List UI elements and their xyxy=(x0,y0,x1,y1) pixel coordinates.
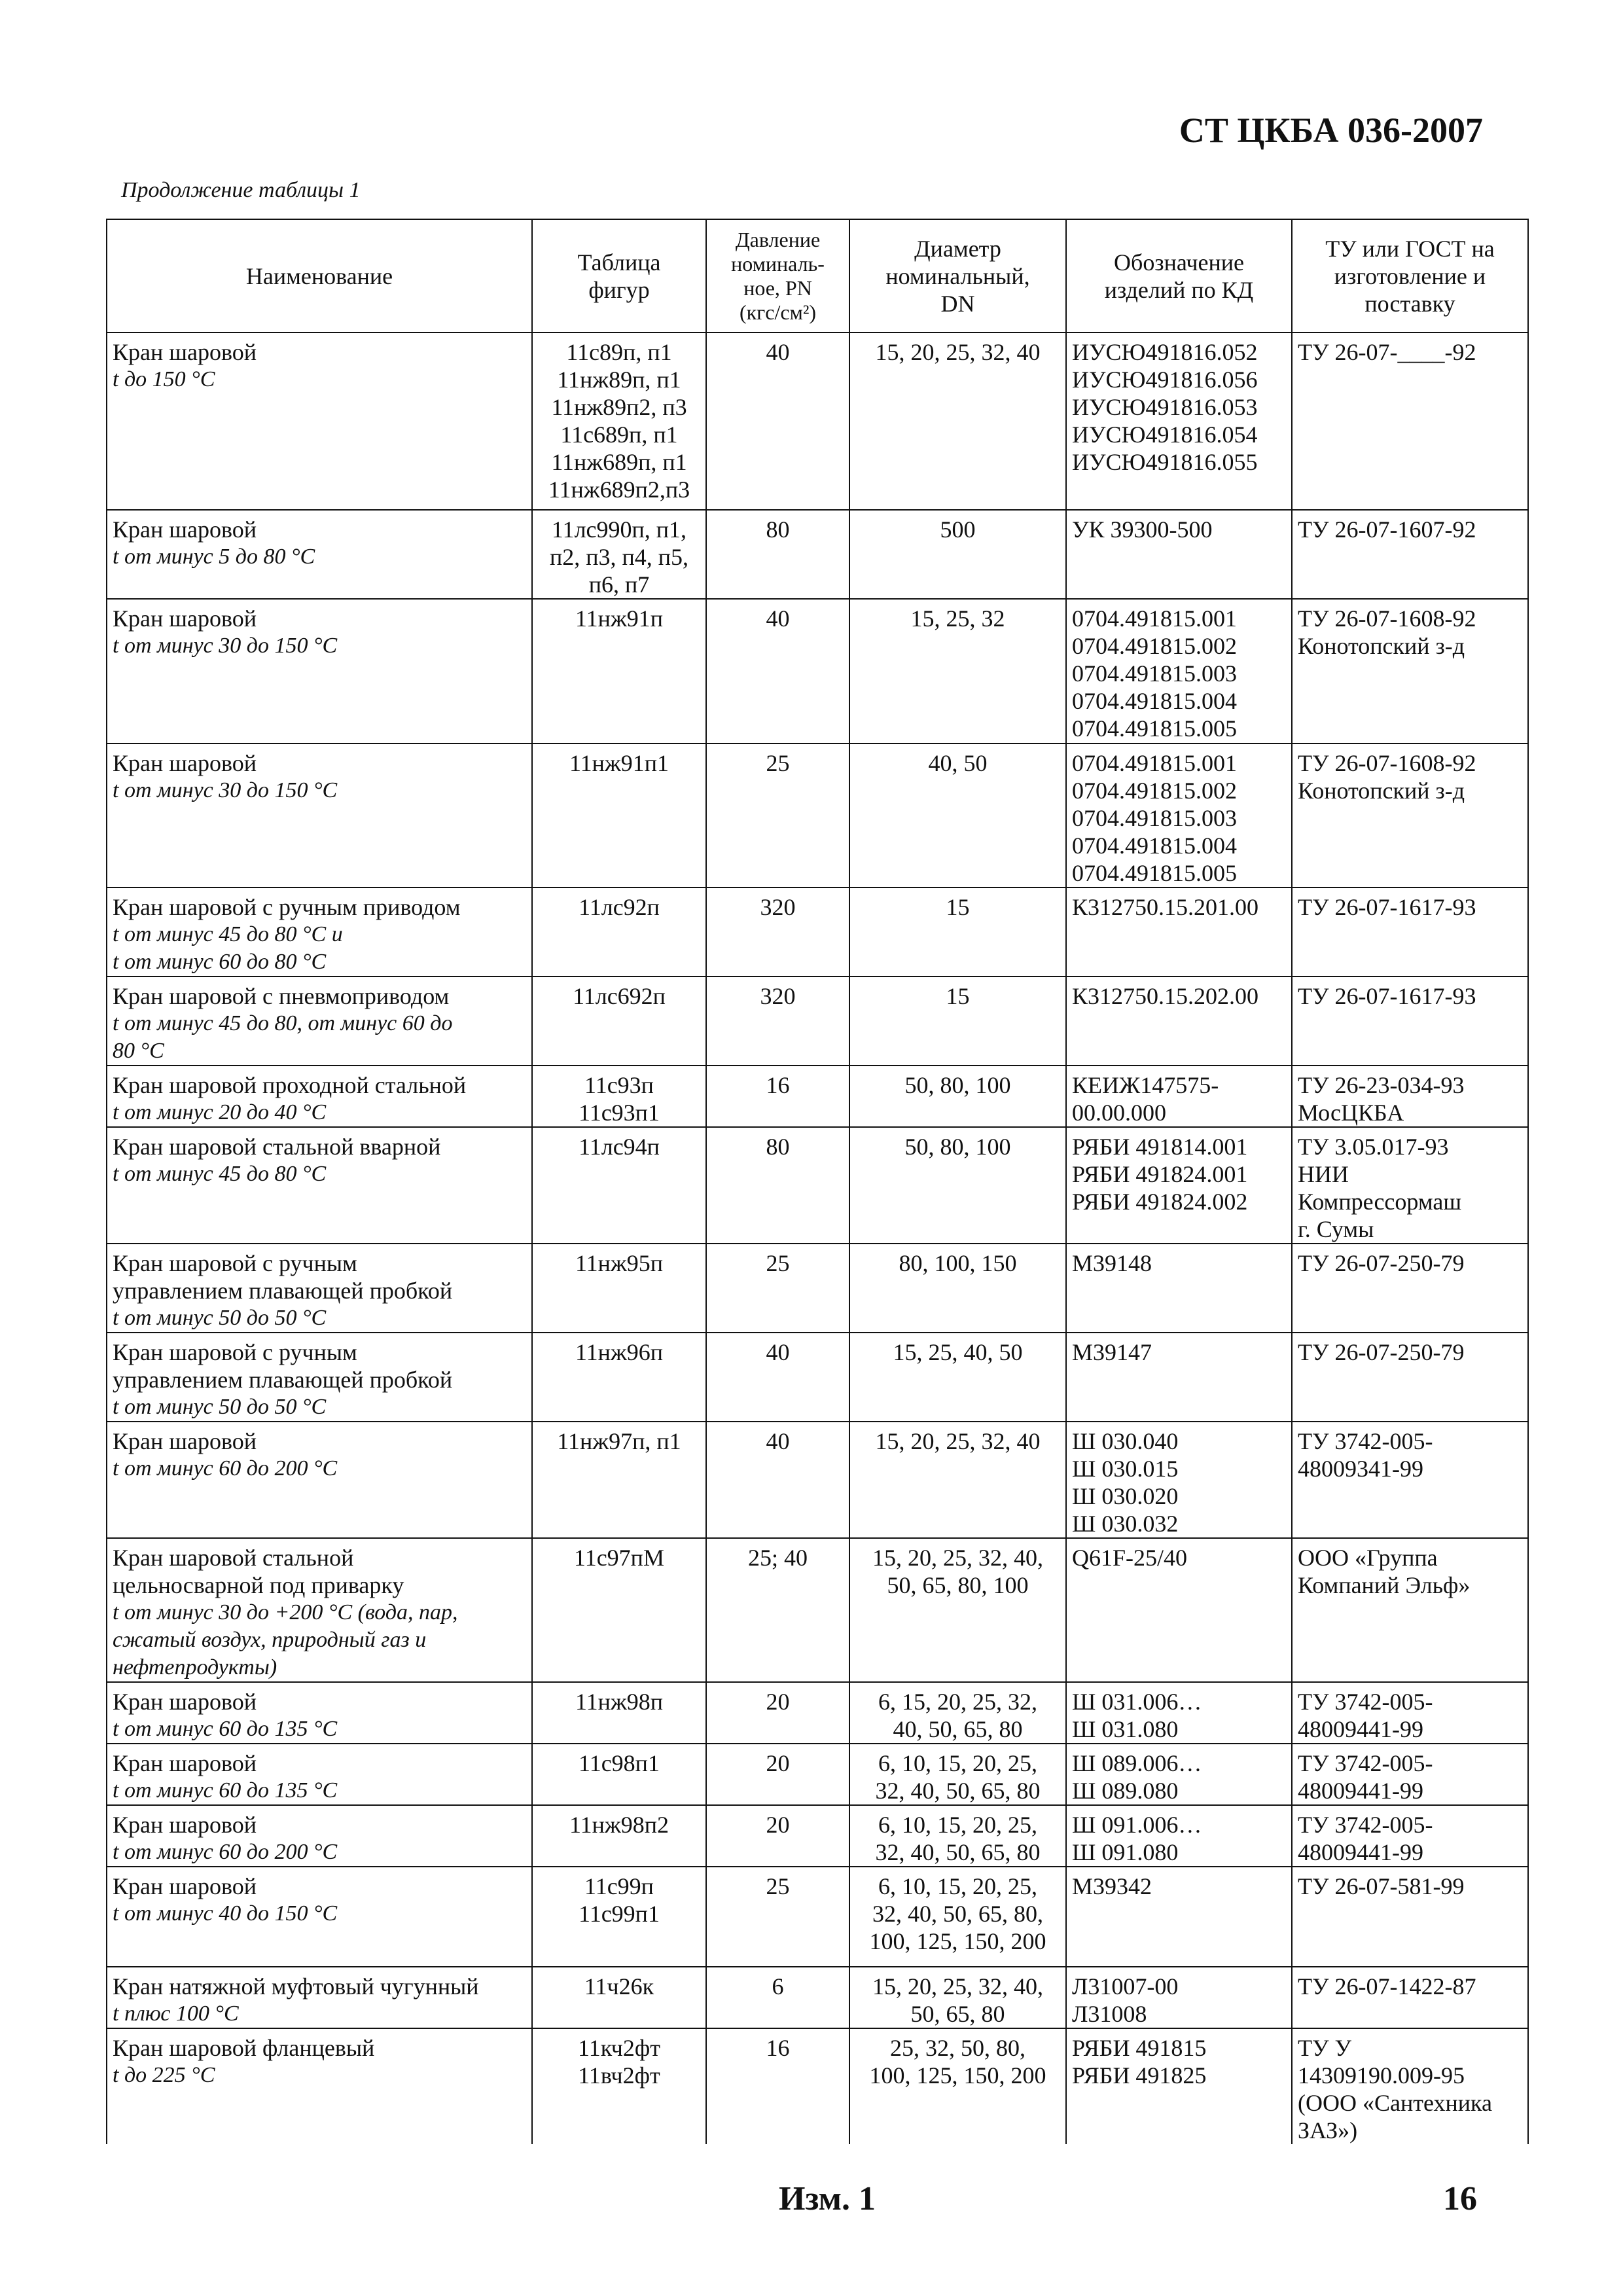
temperature-range: t от минус 30 до 150 °С xyxy=(113,778,338,802)
cell-name xyxy=(107,1805,532,1867)
cell-pressure: 6 xyxy=(706,1967,849,2028)
cell-standard: ТУ 3742-005- 48009441-99 xyxy=(1292,1744,1528,1805)
cell-diameter: 25, 32, 50, 80, 100, 125, 150, 200 xyxy=(849,2028,1066,2144)
cell-diameter: 15 xyxy=(849,977,1066,1066)
cell-figures: 11с89п, п1 11нж89п, п1 11нж89п2, п3 11с689п, п1 11нж689п, п1 11нж689п2,п3 xyxy=(532,332,706,510)
cell-pressure: 25 xyxy=(706,744,849,888)
cell-diameter: 40, 50 xyxy=(849,744,1066,888)
cell-standard: ТУ 26-07-1608-92 Конотопский з-д xyxy=(1292,599,1528,744)
cell-standard: ТУ 26-07-1617-93 xyxy=(1292,977,1528,1066)
cell-figures: 11нж98п2 xyxy=(532,1805,706,1867)
cell-designation: Ш 089.006… Ш 089.080 xyxy=(1066,1744,1292,1805)
table-row xyxy=(107,744,1528,888)
cell-figures: 11нж95п xyxy=(532,1244,706,1333)
cell-standard: ТУ 26-23-034-93 МосЦКБА xyxy=(1292,1066,1528,1127)
cell-designation: КЕИЖ147575- 00.00.000 xyxy=(1066,1066,1292,1127)
cell-designation: РЯБИ 491814.001 РЯБИ 491824.001 РЯБИ 491824.002 xyxy=(1066,1127,1292,1244)
cell-designation: Ш 030.040 Ш 030.015 Ш 030.020 Ш 030.032 xyxy=(1066,1422,1292,1538)
table-row xyxy=(107,599,1528,744)
cell-name xyxy=(107,1867,532,1967)
table-row xyxy=(107,332,1528,510)
cell-standard: ООО «Группа Компаний Эльф» xyxy=(1292,1538,1528,1682)
cell-pressure: 40 xyxy=(706,599,849,744)
temperature-range: t от минус 60 до 135 °С xyxy=(113,1717,338,1741)
cell-name xyxy=(107,2028,532,2144)
cell-figures: 11лс692п xyxy=(532,977,706,1066)
cell-diameter: 15, 25, 40, 50 xyxy=(849,1333,1066,1422)
cell-name xyxy=(107,1066,532,1127)
cell-name xyxy=(107,888,532,977)
table-header-row xyxy=(107,219,1528,332)
cell-pressure: 20 xyxy=(706,1744,849,1805)
valve-name: Кран шаровой xyxy=(113,750,257,776)
document-code: СТ ЦКБА 036-2007 xyxy=(1179,111,1483,150)
temperature-range: t от минус 45 до 80 °С и t от минус 60 до 80 °С xyxy=(113,922,343,974)
column-header-pressure: Давление номиналь- ное, PN (кгс/см²) xyxy=(706,219,849,332)
cell-pressure: 16 xyxy=(706,2028,849,2144)
valve-name: Кран шаровой xyxy=(113,605,257,632)
cell-figures: 11ч26к xyxy=(532,1967,706,2028)
cell-pressure: 80 xyxy=(706,510,849,599)
cell-designation: К312750.15.202.00 xyxy=(1066,977,1292,1066)
temperature-range: t от минус 30 до 150 °С xyxy=(113,634,338,658)
cell-diameter: 500 xyxy=(849,510,1066,599)
valve-name: Кран шаровой стальной вварной xyxy=(113,1134,441,1160)
column-header-designation: Обозначение изделий по КД xyxy=(1066,219,1292,332)
cell-name xyxy=(107,1538,532,1682)
cell-name xyxy=(107,1333,532,1422)
valve-name: Кран шаровой xyxy=(113,1428,257,1454)
valve-name: Кран шаровой xyxy=(113,1812,257,1838)
cell-figures: 11с97пМ xyxy=(532,1538,706,1682)
cell-pressure: 40 xyxy=(706,332,849,510)
table-row xyxy=(107,1127,1528,1244)
valve-name: Кран шаровой фланцевый xyxy=(113,2035,375,2061)
cell-standard: ТУ 26-07-1422-87 xyxy=(1292,1967,1528,2028)
temperature-range: t от минус 40 до 150 °С xyxy=(113,1901,338,1926)
valve-name: Кран шаровой xyxy=(113,1689,257,1715)
cell-diameter: 15, 20, 25, 32, 40 xyxy=(849,1422,1066,1538)
cell-name xyxy=(107,1744,532,1805)
cell-name xyxy=(107,1967,532,2028)
table-row xyxy=(107,1538,1528,1682)
cell-name xyxy=(107,744,532,888)
cell-figures: 11нж91п1 xyxy=(532,744,706,888)
cell-figures: 11с98п1 xyxy=(532,1744,706,1805)
temperature-range: t до 225 °С xyxy=(113,2063,215,2087)
table-row xyxy=(107,1867,1528,1967)
cell-name xyxy=(107,510,532,599)
valve-name: Кран шаровой xyxy=(113,339,257,365)
temperature-range: t от минус 60 до 135 °С xyxy=(113,1778,338,1803)
cell-diameter: 6, 10, 15, 20, 25, 32, 40, 50, 65, 80 xyxy=(849,1805,1066,1867)
cell-figures: 11с93п 11с93п1 xyxy=(532,1066,706,1127)
cell-diameter: 15, 20, 25, 32, 40 xyxy=(849,332,1066,510)
column-header-standard: ТУ или ГОСТ на изготовление и поставку xyxy=(1292,219,1528,332)
cell-figures: 11нж96п xyxy=(532,1333,706,1422)
valve-name: Кран шаровой с ручным приводом xyxy=(113,894,461,920)
valves-table xyxy=(106,219,1529,2144)
cell-pressure: 80 xyxy=(706,1127,849,1244)
cell-pressure: 40 xyxy=(706,1422,849,1538)
cell-standard: ТУ 3742-005- 48009441-99 xyxy=(1292,1682,1528,1744)
temperature-range: t от минус 50 до 50 °С xyxy=(113,1306,327,1330)
valve-name: Кран шаровой с ручным управлением плавающей пробкой xyxy=(113,1339,453,1393)
cell-standard: ТУ 3742-005- 48009441-99 xyxy=(1292,1805,1528,1867)
cell-standard: ТУ 26-07-1608-92 Конотопский з-д xyxy=(1292,744,1528,888)
table-body xyxy=(107,332,1528,2144)
cell-designation: Q61F-25/40 xyxy=(1066,1538,1292,1682)
cell-pressure: 20 xyxy=(706,1682,849,1744)
column-header-figures: Таблица фигур xyxy=(532,219,706,332)
cell-designation: К312750.15.201.00 xyxy=(1066,888,1292,977)
temperature-range: t от минус 45 до 80 °С xyxy=(113,1162,327,1186)
valve-name: Кран шаровой xyxy=(113,1873,257,1899)
cell-pressure: 20 xyxy=(706,1805,849,1867)
temperature-range: t до 150 °С xyxy=(113,367,215,391)
cell-diameter: 6, 15, 20, 25, 32, 40, 50, 65, 80 xyxy=(849,1682,1066,1744)
cell-pressure: 40 xyxy=(706,1333,849,1422)
cell-designation: ИУСЮ491816.052 ИУСЮ491816.056 ИУСЮ491816.053 ИУСЮ491816.054 ИУСЮ491816.055 xyxy=(1066,332,1292,510)
cell-pressure: 25 xyxy=(706,1867,849,1967)
cell-diameter: 50, 80, 100 xyxy=(849,1066,1066,1127)
cell-figures: 11нж91п xyxy=(532,599,706,744)
table-row xyxy=(107,977,1528,1066)
temperature-range: t от минус 60 до 200 °С xyxy=(113,1456,338,1480)
cell-name xyxy=(107,1422,532,1538)
cell-standard: ТУ 26-07-1607-92 xyxy=(1292,510,1528,599)
valve-name: Кран шаровой стальной цельносварной под приварку xyxy=(113,1545,404,1598)
valve-name: Кран шаровой с пневмоприводом xyxy=(113,983,450,1009)
column-header-diameter: Диаметр номинальный, DN xyxy=(849,219,1066,332)
cell-standard: ТУ У 14309190.009-95 (ООО «Сантехника ЗАЗ») xyxy=(1292,2028,1528,2144)
cell-name xyxy=(107,1682,532,1744)
cell-name xyxy=(107,1244,532,1333)
table-row xyxy=(107,888,1528,977)
cell-name xyxy=(107,332,532,510)
cell-diameter: 15 xyxy=(849,888,1066,977)
revision-label: Изм. 1 xyxy=(779,2180,876,2217)
table-row xyxy=(107,510,1528,599)
valve-name: Кран шаровой проходной стальной xyxy=(113,1072,467,1098)
table-row xyxy=(107,1967,1528,2028)
cell-standard: ТУ 26-07-581-99 xyxy=(1292,1867,1528,1967)
table-row xyxy=(107,1066,1528,1127)
cell-figures: 11лс92п xyxy=(532,888,706,977)
cell-standard: ТУ 26-07-250-79 xyxy=(1292,1333,1528,1422)
temperature-range: t от минус 20 до 40 °С xyxy=(113,1100,327,1124)
cell-diameter: 15, 20, 25, 32, 40, 50, 65, 80 xyxy=(849,1967,1066,2028)
valve-name: Кран шаровой xyxy=(113,516,257,543)
valve-name: Кран шаровой xyxy=(113,1750,257,1776)
table-row xyxy=(107,1744,1528,1805)
cell-designation: М39148 xyxy=(1066,1244,1292,1333)
cell-figures: 11нж97п, п1 xyxy=(532,1422,706,1538)
cell-designation: Ш 091.006… Ш 091.080 xyxy=(1066,1805,1292,1867)
cell-name xyxy=(107,1127,532,1244)
cell-name xyxy=(107,977,532,1066)
cell-standard: ТУ 26-07-____-92 xyxy=(1292,332,1528,510)
table-row xyxy=(107,1422,1528,1538)
cell-pressure: 25; 40 xyxy=(706,1538,849,1682)
cell-designation: 0704.491815.001 0704.491815.002 0704.491815.003 0704.491815.004 0704.491815.005 xyxy=(1066,599,1292,744)
page-number: 16 xyxy=(1443,2180,1477,2217)
cell-designation: УК 39300-500 xyxy=(1066,510,1292,599)
temperature-range: t от минус 5 до 80 °С xyxy=(113,545,315,569)
cell-name xyxy=(107,599,532,744)
cell-standard: ТУ 3.05.017-93 НИИ Компрессормаш г. Сумы xyxy=(1292,1127,1528,1244)
cell-designation: Л31007-00 Л31008 xyxy=(1066,1967,1292,2028)
column-header-name: Наименование xyxy=(107,219,532,332)
cell-pressure: 25 xyxy=(706,1244,849,1333)
cell-designation: 0704.491815.001 0704.491815.002 0704.491815.003 0704.491815.004 0704.491815.005 xyxy=(1066,744,1292,888)
table-row xyxy=(107,1805,1528,1867)
cell-diameter: 50, 80, 100 xyxy=(849,1127,1066,1244)
table-row xyxy=(107,1244,1528,1333)
temperature-range: t от минус 30 до +200 °С (вода, пар, сжатый воздух, природный газ и нефтепродукты) xyxy=(113,1600,458,1679)
cell-pressure: 320 xyxy=(706,977,849,1066)
cell-figures: 11кч2фт 11вч2фт xyxy=(532,2028,706,2144)
table-continuation-label: Продолжение таблицы 1 xyxy=(121,178,361,202)
temperature-range: t от минус 45 до 80, от минус 60 до 80 °С xyxy=(113,1011,453,1063)
cell-designation: М39342 xyxy=(1066,1867,1292,1967)
cell-designation: РЯБИ 491815 РЯБИ 491825 xyxy=(1066,2028,1292,2144)
cell-diameter: 6, 10, 15, 20, 25, 32, 40, 50, 65, 80 xyxy=(849,1744,1066,1805)
table-row xyxy=(107,2028,1528,2144)
cell-diameter: 15, 25, 32 xyxy=(849,599,1066,744)
valve-name: Кран шаровой с ручным управлением плавающей пробкой xyxy=(113,1250,453,1304)
cell-pressure: 320 xyxy=(706,888,849,977)
cell-pressure: 16 xyxy=(706,1066,849,1127)
cell-designation: М39147 xyxy=(1066,1333,1292,1422)
cell-standard: ТУ 26-07-1617-93 xyxy=(1292,888,1528,977)
table-row xyxy=(107,1333,1528,1422)
table-row xyxy=(107,1682,1528,1744)
cell-diameter: 6, 10, 15, 20, 25, 32, 40, 50, 65, 80, 100, 125, 150, 200 xyxy=(849,1867,1066,1967)
temperature-range: t от минус 50 до 50 °С xyxy=(113,1395,327,1419)
cell-diameter: 80, 100, 150 xyxy=(849,1244,1066,1333)
cell-figures: 11нж98п xyxy=(532,1682,706,1744)
valve-name: Кран натяжной муфтовый чугунный xyxy=(113,1973,479,2000)
cell-figures: 11лс990п, п1, п2, п3, п4, п5, п6, п7 xyxy=(532,510,706,599)
cell-designation: Ш 031.006… Ш 031.080 xyxy=(1066,1682,1292,1744)
cell-standard: ТУ 3742-005- 48009341-99 xyxy=(1292,1422,1528,1538)
temperature-range: t плюс 100 °С xyxy=(113,2001,239,2026)
cell-diameter: 15, 20, 25, 32, 40, 50, 65, 80, 100 xyxy=(849,1538,1066,1682)
cell-figures: 11лс94п xyxy=(532,1127,706,1244)
cell-figures: 11с99п 11с99п1 xyxy=(532,1867,706,1967)
cell-standard: ТУ 26-07-250-79 xyxy=(1292,1244,1528,1333)
temperature-range: t от минус 60 до 200 °С xyxy=(113,1840,338,1864)
